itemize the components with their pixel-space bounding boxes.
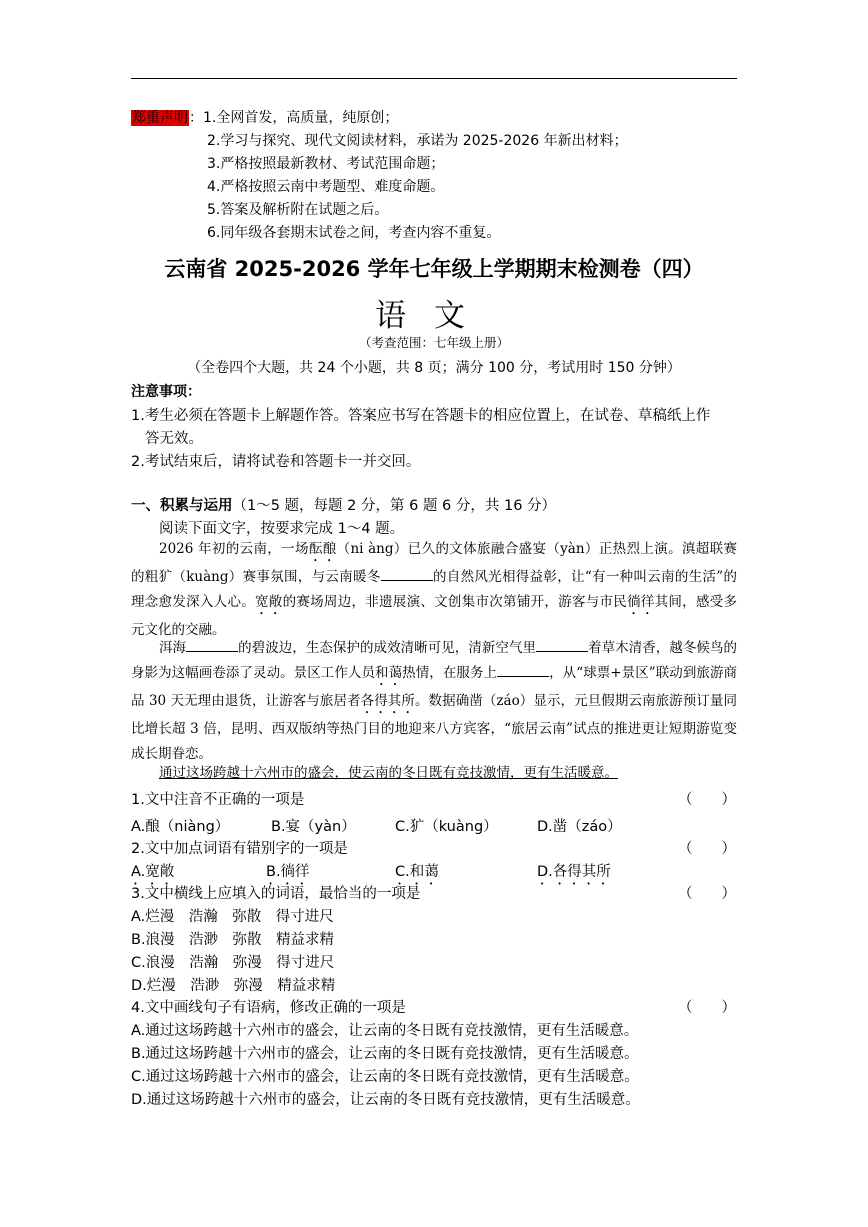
q4-option-c: C.通过这场跨越十六州市的盛会，让云南的冬日既有竞技激情，更有生活暖意。 [131, 1069, 639, 1085]
answer-paren-4: （ ） [678, 1000, 736, 1016]
q2-option-d: D.各得其所 [537, 864, 611, 880]
exam-title: 云南省 2025-2026 学年七年级上学期期末检测卷（四） [164, 257, 704, 281]
blank-1 [381, 568, 433, 581]
section-heading [131, 494, 556, 515]
declaration-item-1: 1.全网首发，高质量，纯原创； [203, 110, 399, 126]
notice-item-1: 1.考生必须在答题卡上解题作答。答案应书写在答题卡的相应位置上，在试卷、草稿纸上作 [131, 408, 711, 424]
q2-option-b: B.徜徉 [266, 864, 310, 880]
q3-option-b: B.浪漫 浩渺 弥散 精益求精 [131, 932, 335, 948]
q3-option-c: C.浪漫 浩瀚 弥漫 得寸进尺 [131, 955, 335, 971]
question-2-stem: 2.文中加点词语有错别字的一项是 [131, 841, 348, 857]
q1-option-c: C.犷（kuàng） [395, 819, 498, 835]
blank-2 [186, 639, 238, 652]
q3-option-a: A.烂漫 浩瀚 弥散 得寸进尺 [131, 909, 334, 925]
blank-3 [536, 639, 588, 652]
p1-dotted-word-3: 徜徉 [627, 594, 655, 610]
declaration-item-2: 2.学习与探究、现代文阅读材料，承诺为 2025-2026 年新出材料； [207, 133, 628, 149]
p1-dotted-word-1: 酝酿 [308, 541, 337, 557]
q1-option-b: B.宴（yàn） [271, 819, 356, 835]
question-4-stem: 4.文中画线句子有语病，修改正确的一项是 [131, 1000, 406, 1016]
p2-text-b: 的碧波边，生态保护的成效清晰可见，清新空气里 [238, 640, 537, 656]
declaration-item-4: 4.严格按照云南中考题型、难度命题。 [207, 179, 445, 195]
section-title: 一、积累与运用 [131, 498, 233, 514]
p1-text-c: 的自然风光相得益彰，让“有一种叫云南的生活”的理念愈发深入人心。 [131, 569, 737, 610]
p1-dotted-word-2: 宽敞 [255, 594, 283, 610]
blank-4 [497, 664, 549, 677]
declaration-colon: ： [189, 110, 203, 126]
passage-paragraph-1 [131, 537, 737, 643]
p1-text-e: 的赛场周边，非遗展演、文创集市次第铺开，游客与市民 [282, 594, 628, 610]
answer-paren-1: （ ） [678, 792, 736, 808]
header-rule [131, 78, 737, 79]
q1-option-d: D.凿（záo） [537, 819, 622, 835]
p2-text-a: 洱海 [159, 640, 187, 656]
notice-heading: 注意事项： [131, 384, 201, 400]
q2-option-a: A.宽敞 [131, 864, 175, 880]
section-instruction: 阅读下面文字，按要求完成 1～4 题。 [159, 521, 405, 537]
underlined-sentence: 通过这场跨越十六州市的盛会，使云南的冬日既有竞技激情，更有生活暖意。 [159, 765, 618, 781]
p2-text-d: 热情，在服务上 [402, 665, 498, 681]
answer-paren-2: （ ） [678, 841, 736, 857]
exam-scope: （考查范围：七年级上册） [358, 335, 509, 350]
declaration-item-5: 5.答案及解析附在试题之后。 [207, 202, 389, 218]
declaration-item-6: 6.同年级各套期末试卷之间，考查内容不重复。 [207, 225, 501, 241]
passage-paragraph-2 [131, 636, 737, 767]
q4-option-b: B.通过这场跨越十六州市的盛会，让云南的冬日既有竞技激情，更有生活暖意。 [131, 1046, 639, 1062]
question-3-stem: 3.文中横线上应填入的词语，最恰当的一项是 [131, 886, 421, 902]
section-note: （1～5 题，每题 2 分，第 6 题 6 分，共 16 分） [232, 498, 557, 514]
passage-paragraph-3 [131, 761, 737, 786]
p2-dotted-word-1: 和蔼 [375, 665, 403, 681]
notice-item-1-cont: 答无效。 [145, 431, 203, 447]
p2-text-c: 着草木清香，越冬候鸟的身影为这幅画卷添了灵动。景区工作人员 [131, 640, 738, 681]
notice-item-2: 2.考试结束后，请将试卷和答题卡一并交回。 [131, 454, 421, 470]
p1-text-b: （ni àng）已久的文体旅融合盛宴（yàn）正热烈上演。滇超联赛的粗犷（kuàng）赛事氛围，与云南暖冬 [131, 541, 737, 585]
p2-dotted-word-2: 各得其所 [360, 693, 415, 709]
p2-text-e: ，从“球票+景区”联动到旅游商品 30 天无理由退货，让游客与旅居者 [131, 665, 738, 709]
answer-paren-3: （ ） [678, 886, 736, 902]
q2-option-c: C.和蔼 [395, 864, 439, 880]
p1-text-f: 其间，感受多元文化的交融。 [131, 594, 738, 638]
exam-subject: 语文 [375, 298, 493, 334]
declaration [131, 107, 398, 127]
p2-text-f: 。数据确凿（záo）显示，元旦假期云南旅游预订量同比增长超 3 倍，昆明、西双版纳等热门目的地迎来八方宾客，“旅居云南”试点的推进更让短期游览变成长期眷恋。 [131, 693, 737, 762]
declaration-label: 郑重声明 [132, 110, 188, 126]
q4-option-d: D.通过这场跨越十六州市的盛会，让云南的冬日既有竞技激情，更有生活暖意。 [131, 1092, 640, 1108]
declaration-item-3: 3.严格按照最新教材、考试范围命题； [207, 156, 445, 172]
exam-info: （全卷四个大题，共 24 个小题，共 8 页；满分 100 分，考试用时 150 分钟） [187, 360, 681, 376]
q4-option-a: A.通过这场跨越十六州市的盛会，让云南的冬日既有竞技激情，更有生活暖意。 [131, 1023, 639, 1039]
q1-option-a: A.酿（niàng） [131, 819, 230, 835]
question-1-stem: 1.文中注音不正确的一项是 [131, 792, 305, 808]
p1-text-a: 2026 年初的云南，一场 [159, 541, 309, 557]
q3-option-d: D.烂漫 浩渺 弥漫 精益求精 [131, 978, 336, 994]
